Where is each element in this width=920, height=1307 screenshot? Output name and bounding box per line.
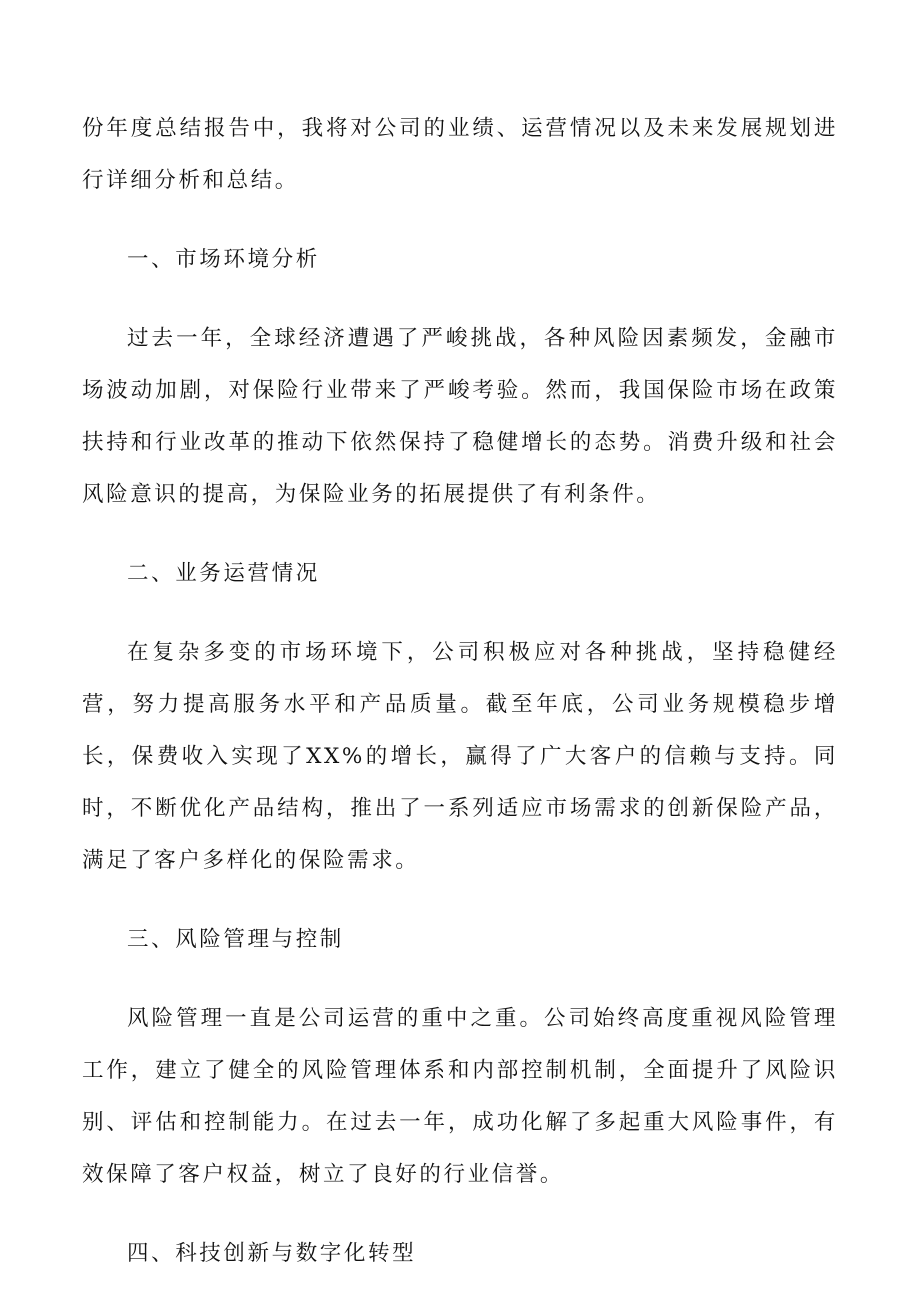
section-body-risk: 风险管理一直是公司运营的重中之重。公司始终高度重视风险管理工作，建立了健全的风险管理体系和内部控制机制，全面提升了风险识别、评估和控制能力。在过去一年，成功化解了多起重大风险事件，有效保障了客户权益，树立了良好的行业信誉。 xyxy=(82,1006,838,1187)
section-body-operations: 在复杂多变的市场环境下，公司积极应对各种挑战，坚持稳健经营，努力提高服务水平和产品质量。截至年底，公司业务规模稳步增长，保费收入实现了XX%的增长，赢得了广大客户的信赖与支持。同时，不断优化产品结构，推出了一系列适应市场需求的创新保险产品，满足了客户多样化的保险需求。 xyxy=(82,640,838,873)
section-heading-tech: 四、科技创新与数字化转型 xyxy=(127,1241,417,1266)
intro-paragraph: 份年度总结报告中，我将对公司的业绩、运营情况以及未来发展规划进行详细分析和总结。 xyxy=(82,116,838,193)
section-heading-risk: 三、风险管理与控制 xyxy=(127,927,344,952)
section-body-market: 过去一年，全球经济遭遇了严峻挑战，各种风险因素频发，金融市场波动加剧，对保险行业带来了严峻考验。然而，我国保险市场在政策扶持和行业改革的推动下依然保持了稳健增长的态势。消费升级和社会风险意识的提高，为保险业务的拓展提供了有利条件。 xyxy=(82,326,838,507)
section-heading-market: 一、市场环境分析 xyxy=(127,247,320,272)
section-heading-operations: 二、业务运营情况 xyxy=(127,561,320,586)
document-body xyxy=(82,103,838,1307)
